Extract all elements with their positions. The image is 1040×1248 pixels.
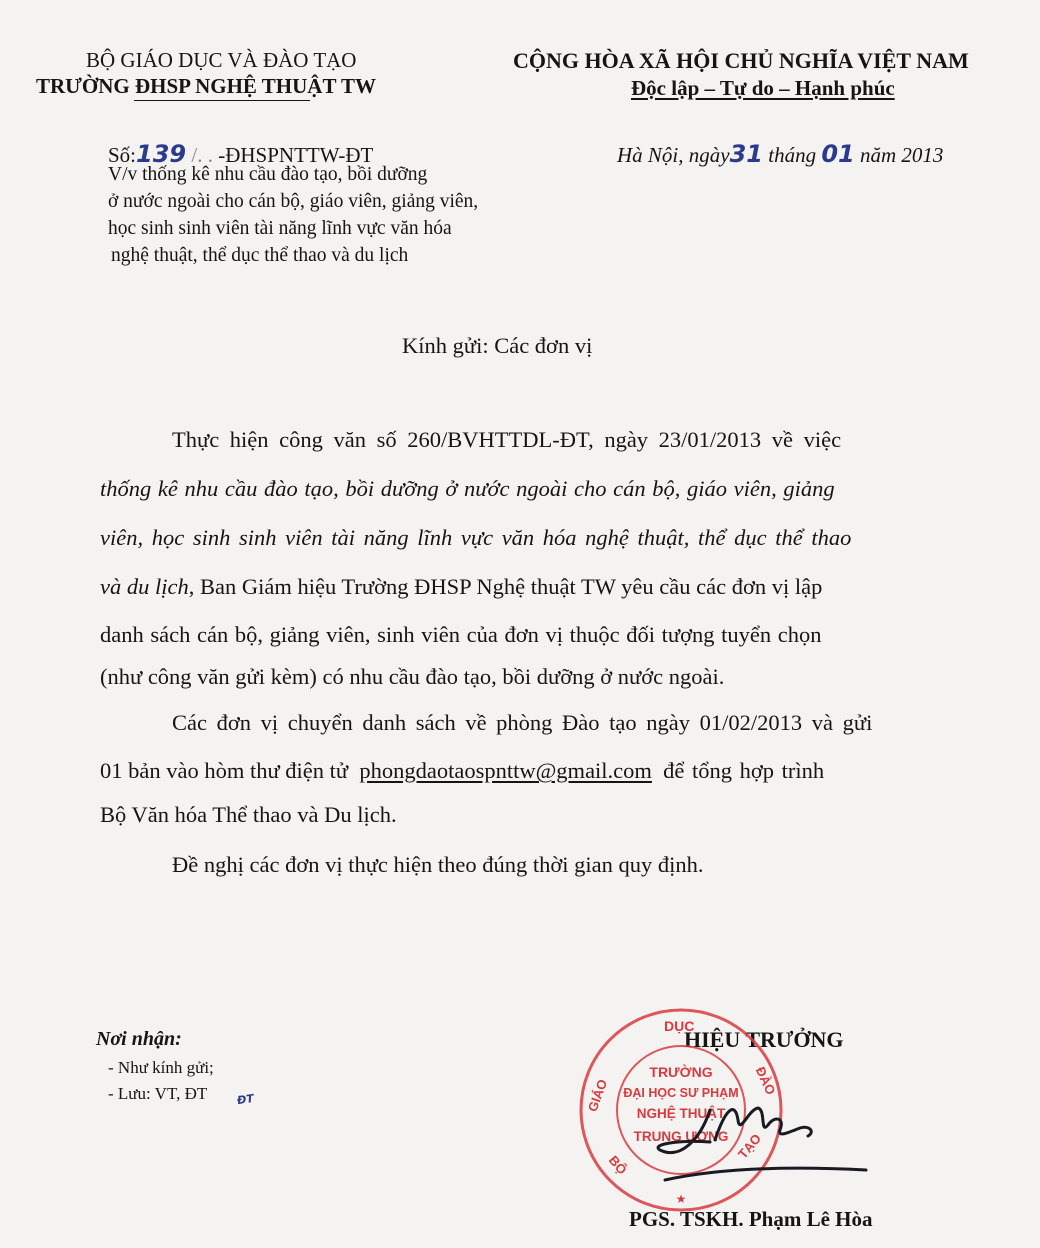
so-number: 139 xyxy=(136,140,187,168)
subject-line-3: học sinh sinh viên tài năng lĩnh vực văn hóa xyxy=(108,218,452,239)
email-link[interactable]: phongdaotaospnttw@gmail.com xyxy=(359,758,652,783)
date-month: 01 xyxy=(821,140,855,168)
so-suffix: -ĐHSPNTTW-ĐT xyxy=(218,143,374,167)
para2-line2-post: để tổng hợp trình xyxy=(663,758,825,783)
handwritten-signature xyxy=(640,1080,870,1190)
date-month-label: tháng xyxy=(768,143,817,167)
date-year: năm 2013 xyxy=(859,143,944,167)
stamp-line-3: NGHỆ THUẬT xyxy=(636,1106,726,1121)
country-name: CỘNG HÒA XÃ HỘI CHỦ NGHĨA VIỆT NAM xyxy=(513,48,969,73)
para1-line3: viên, học sinh sinh viên tài năng lĩnh vực văn hóa nghệ thuật, thể dục thể thao xyxy=(100,525,852,550)
recipient-initials: ĐT xyxy=(236,1091,255,1108)
stamp-text-bl: BỘ xyxy=(605,1152,630,1178)
so-label: Số: xyxy=(108,143,137,167)
ministry-name: BỘ GIÁO DỤC VÀ ĐÀO TẠO xyxy=(86,48,357,72)
stamp-line-2: ĐẠI HỌC SƯ PHẠM xyxy=(623,1086,739,1100)
subject-line-2: ở nước ngoài cho cán bộ, giáo viên, giảng viên, xyxy=(108,191,479,212)
para1-line5: danh sách cán bộ, giảng viên, sinh viên của đơn vị thuộc đối tượng tuyển chọn xyxy=(100,622,822,647)
stamp-text-left: GIÁO xyxy=(584,1077,611,1114)
para1-line6: (như công văn gửi kèm) có nhu cầu đào tạo, bồi dưỡng ở nước ngoài. xyxy=(100,664,725,689)
para2-line2 xyxy=(100,758,824,784)
stamp-text-top: DỤC xyxy=(664,1018,695,1034)
recipients-title: Nơi nhận: xyxy=(96,1028,182,1050)
para2-line3: Bộ Văn hóa Thể thao và Du lịch. xyxy=(100,802,397,827)
stamp-text-br: TẠO xyxy=(734,1130,765,1162)
para2-line1: Các đơn vị chuyển danh sách về phòng Đào tạo ngày 01/02/2013 và gửi xyxy=(172,710,873,735)
document-number: Số:139 /. . -ĐHSPNTTW-ĐT xyxy=(108,140,374,168)
national-motto: Độc lập – Tự do – Hạnh phúc xyxy=(631,76,895,100)
recipient-item-2: - Lưu: VT, ĐT xyxy=(108,1084,208,1103)
para1-line1-text: Thực hiện công văn số 260/BVHTTDL-ĐT, ngày 23/01/2013 về việc xyxy=(172,427,842,452)
para1-line4 xyxy=(100,574,822,600)
para1-line4-italic: và du lịch xyxy=(100,574,189,599)
subject-line-1: V/v thống kê nhu cầu đào tạo, bồi dưỡng xyxy=(108,164,428,185)
stamp-text-right: ĐÀO xyxy=(752,1064,779,1098)
stamp-line-1: TRƯỜNG xyxy=(649,1064,713,1080)
para1-line4-rest: , Ban Giám hiệu Trường ĐHSP Nghệ thuật TW yêu cầu các đơn vị lập xyxy=(188,574,823,599)
para2-line2-pre: 01 bản vào hòm thư điện tử xyxy=(100,758,349,783)
para1-line2: thống kê nhu cầu đào tạo, bồi dưỡng ở nước ngoài cho cán bộ, giáo viên, giảng xyxy=(100,476,835,501)
school-name xyxy=(36,74,376,99)
date-prefix: Hà Nội, ngày xyxy=(617,143,730,167)
stamp-star-icon: ★ xyxy=(675,1192,687,1206)
document-date xyxy=(617,140,943,168)
signer-role: HIỆU TRƯỞNG xyxy=(684,1027,844,1052)
signer-name: PGS. TSKH. Phạm Lê Hòa xyxy=(629,1207,873,1231)
greeting: Kính gửi: Các đơn vị xyxy=(402,333,593,358)
para1-line1 xyxy=(172,427,997,453)
date-day: 31 xyxy=(729,140,763,168)
para3: Đề nghị các đơn vị thực hiện theo đúng thời gian quy định. xyxy=(172,852,704,877)
recipient-item-1: - Như kính gửi; xyxy=(108,1058,214,1077)
school-underline xyxy=(134,100,310,101)
school-name-text: TRƯỜNG ĐHSP NGHỆ THUẬT TW xyxy=(36,74,376,98)
subject-line-4: nghệ thuật, thể dục thể thao và du lịch xyxy=(111,245,409,266)
stamp-line-4: TRUNG ƯƠNG xyxy=(633,1129,729,1144)
